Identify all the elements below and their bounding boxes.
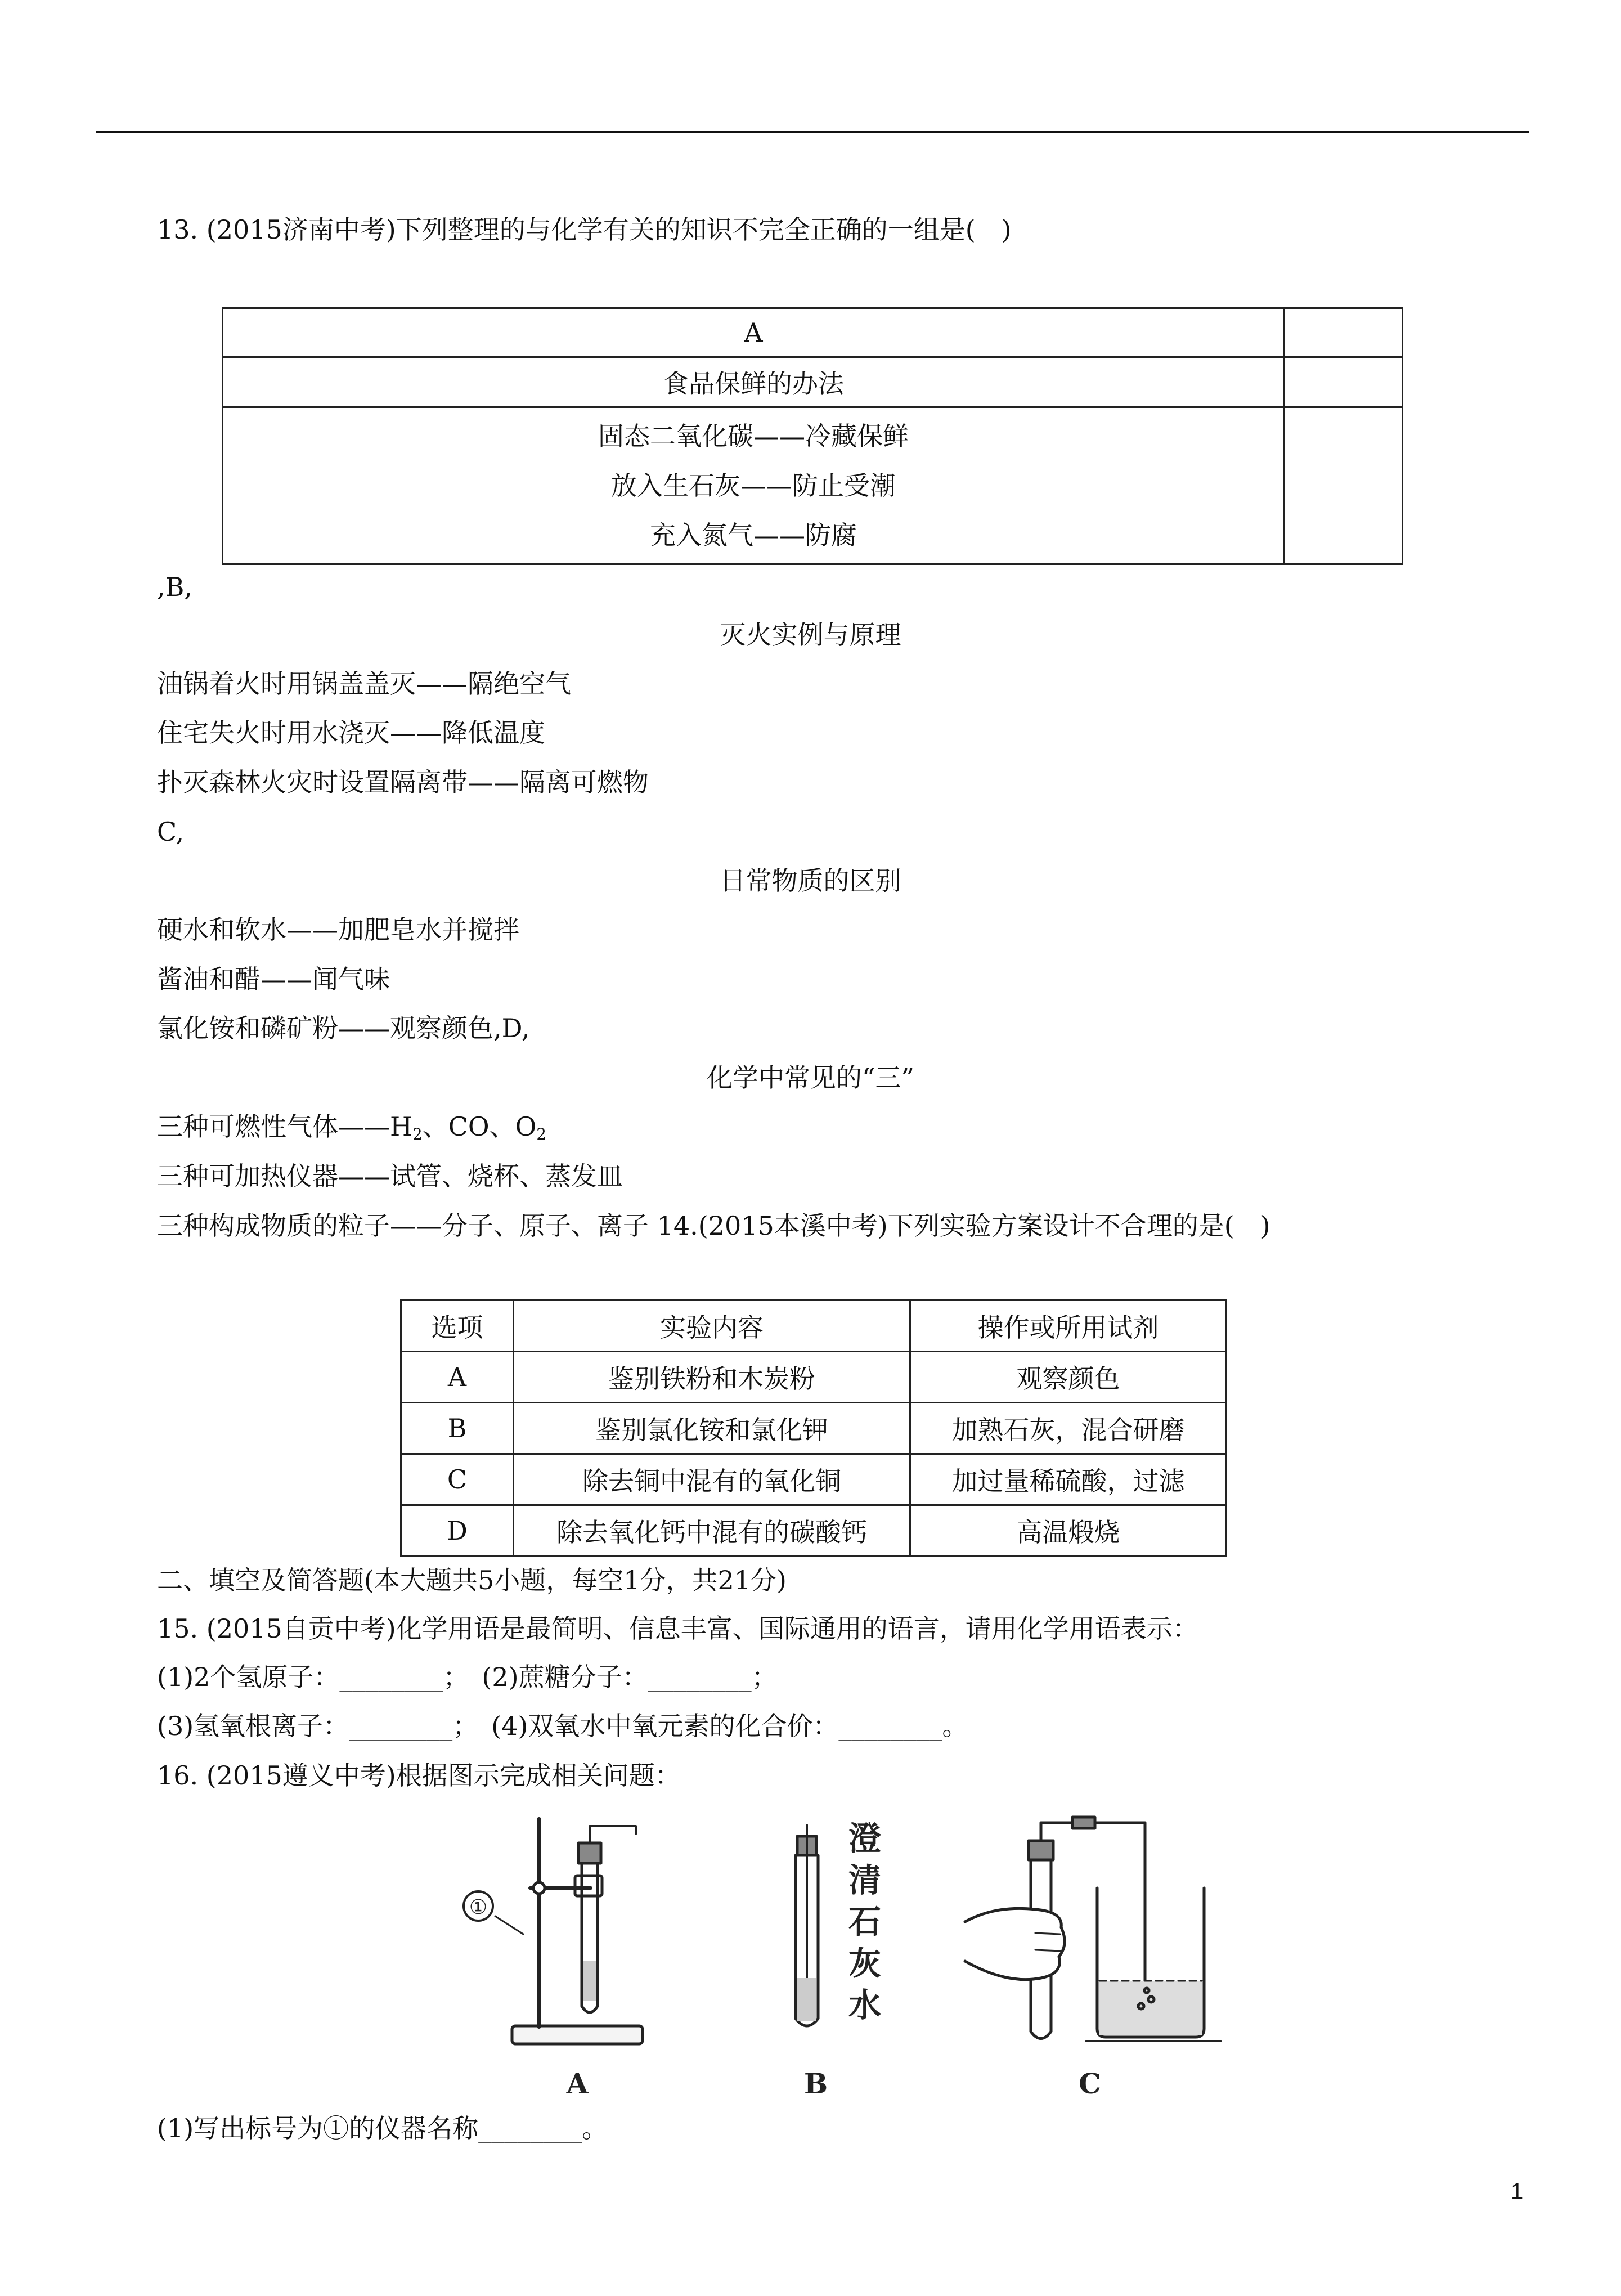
q13-table-body bbox=[223, 407, 1285, 564]
q13-stem: 13. (2015济南中考)下列整理的与化学有关的知识不完全正确的一组是( ) bbox=[157, 214, 1012, 245]
section-heading: 二、填空及简答题(本大题共5小题，每空1分，共21分) bbox=[157, 1565, 787, 1595]
q13-b-marker: ,B, bbox=[157, 572, 193, 602]
q13-table bbox=[222, 307, 1403, 565]
apparatus-c bbox=[965, 1817, 1221, 2041]
apparatus-figure bbox=[444, 1809, 1232, 2102]
table-cell: 观察颜色 bbox=[910, 1352, 1227, 1403]
q13-table-line: 放入生石灰——防止受潮 bbox=[611, 470, 896, 501]
table-cell: 加过量稀硫酸，过滤 bbox=[910, 1454, 1227, 1505]
table-cell: D bbox=[401, 1505, 514, 1557]
label-char: 清 bbox=[848, 1861, 882, 1899]
page-number: 1 bbox=[1511, 2179, 1524, 2204]
table-cell: B bbox=[401, 1403, 514, 1454]
label-char: 澄 bbox=[848, 1819, 882, 1858]
table-cell: 高温煅烧 bbox=[910, 1505, 1227, 1557]
hand bbox=[965, 1908, 1065, 1979]
table-cell: 除去氧化钙中混有的碳酸钙 bbox=[514, 1505, 910, 1557]
q13-c-heading: 日常物质的区别 bbox=[720, 866, 901, 896]
q13-table-heading: 食品保鲜的办法 bbox=[223, 357, 1285, 407]
q13-table-line: 充入氮气——防腐 bbox=[650, 520, 857, 550]
q13-b-line: 扑灭森林火灾时设置隔离带——隔离可燃物 bbox=[157, 767, 649, 797]
table-cell: 鉴别氯化铵和氯化钾 bbox=[514, 1403, 910, 1454]
stopper bbox=[578, 1843, 601, 1863]
q14-table bbox=[400, 1299, 1227, 1557]
pointer-line bbox=[495, 1916, 523, 1934]
column-header: 选项 bbox=[401, 1301, 514, 1352]
table-cell: 加熟石灰，混合研磨 bbox=[910, 1403, 1227, 1454]
table-row bbox=[401, 1505, 1227, 1557]
q13-b-line: 油锅着火时用锅盖盖灭——隔绝空气 bbox=[157, 669, 571, 699]
finger-line bbox=[1035, 1950, 1061, 1951]
q13-table-empty-cell bbox=[1285, 308, 1403, 357]
q13-c-marker: C, bbox=[157, 817, 185, 847]
liquid-b bbox=[797, 1978, 816, 2021]
label-char: 水 bbox=[848, 1986, 882, 2024]
delivery-tube-a bbox=[590, 1826, 636, 1843]
q15-stem: 15. (2015自贡中考)化学用语是最简明、信息丰富、国际通用的语言，请用化学用语表示： bbox=[157, 1613, 1198, 1644]
header-rule bbox=[96, 131, 1529, 133]
apparatus-b bbox=[796, 1825, 818, 2026]
stopper-c bbox=[1029, 1841, 1053, 1860]
q13-table-empty-cell bbox=[1285, 407, 1403, 564]
q13-c-line: 硬水和软水——加肥皂水并搅拌 bbox=[157, 914, 519, 945]
q13-d-line-3: 三种构成物质的粒子——分子、原子、离子 14.(2015本溪中考)下列实验方案设计不合理的是( ) bbox=[157, 1210, 1270, 1241]
table-row bbox=[401, 1454, 1227, 1505]
marker-label-1: ① bbox=[469, 1896, 488, 1919]
q16-stem: 16. (2015遵义中考)根据图示完成相关问题： bbox=[157, 1760, 681, 1791]
q13-d-heading: 化学中常见的“三” bbox=[706, 1062, 915, 1093]
q13-table-label: A bbox=[223, 308, 1285, 357]
figure-label-b: B bbox=[803, 2067, 828, 2100]
liquid-a bbox=[583, 1961, 596, 2001]
table-row bbox=[401, 1352, 1227, 1403]
q13-c-line: 酱油和醋——闻气味 bbox=[157, 964, 390, 994]
beaker-liquid bbox=[1099, 1981, 1202, 2035]
subscript-2: 2 bbox=[536, 1124, 546, 1143]
column-header: 操作或所用试剂 bbox=[910, 1301, 1227, 1352]
label-char: 石 bbox=[848, 1903, 882, 1941]
figure-label-a: A bbox=[566, 2067, 589, 2100]
q15-line-1: (1)2个氢原子：________； (2)蔗糖分子：________； bbox=[157, 1662, 778, 1692]
table-cell: A bbox=[401, 1352, 514, 1403]
finger-line bbox=[1035, 1933, 1060, 1934]
tube-connector bbox=[1072, 1817, 1095, 1828]
q13-b-line: 住宅失火时用水浇灭——降低温度 bbox=[157, 718, 545, 748]
column-header: 实验内容 bbox=[514, 1301, 910, 1352]
figure-label-c: C bbox=[1079, 2067, 1101, 2100]
q13-d-line-1 bbox=[157, 1110, 546, 1143]
q13-c-line: 氯化铵和磷矿粉——观察颜色,D, bbox=[157, 1013, 530, 1043]
q13-table-empty-cell bbox=[1285, 357, 1403, 407]
limewater-label bbox=[848, 1819, 881, 2024]
clamp-knob bbox=[533, 1882, 545, 1894]
q16-sub-1: (1)写出标号为①的仪器名称________。 bbox=[157, 2113, 608, 2143]
table-header-row bbox=[401, 1301, 1227, 1352]
q13-d-line1-prefix: 三种可燃性气体——H bbox=[157, 1111, 413, 1142]
table-cell: 鉴别铁粉和木炭粉 bbox=[514, 1352, 910, 1403]
table-cell: C bbox=[401, 1454, 514, 1505]
apparatus-a bbox=[464, 1819, 643, 2044]
label-char: 灰 bbox=[848, 1944, 882, 1983]
table-row bbox=[401, 1403, 1227, 1454]
q13-b-heading: 灭火实例与原理 bbox=[720, 620, 901, 650]
q13-d-line1-mid: 、CO、O bbox=[422, 1111, 537, 1142]
subscript-2: 2 bbox=[412, 1124, 423, 1143]
q15-line-2: (3)氢氧根离子：________； (4)双氧水中氧元素的化合价：________。 bbox=[157, 1711, 968, 1741]
q13-d-line-2: 三种可加热仪器——试管、烧杯、蒸发皿 bbox=[157, 1161, 623, 1191]
stand-base bbox=[512, 2026, 643, 2044]
q13-table-line: 固态二氧化碳——冷藏保鲜 bbox=[598, 421, 909, 451]
table-cell: 除去铜中混有的氧化铜 bbox=[514, 1454, 910, 1505]
